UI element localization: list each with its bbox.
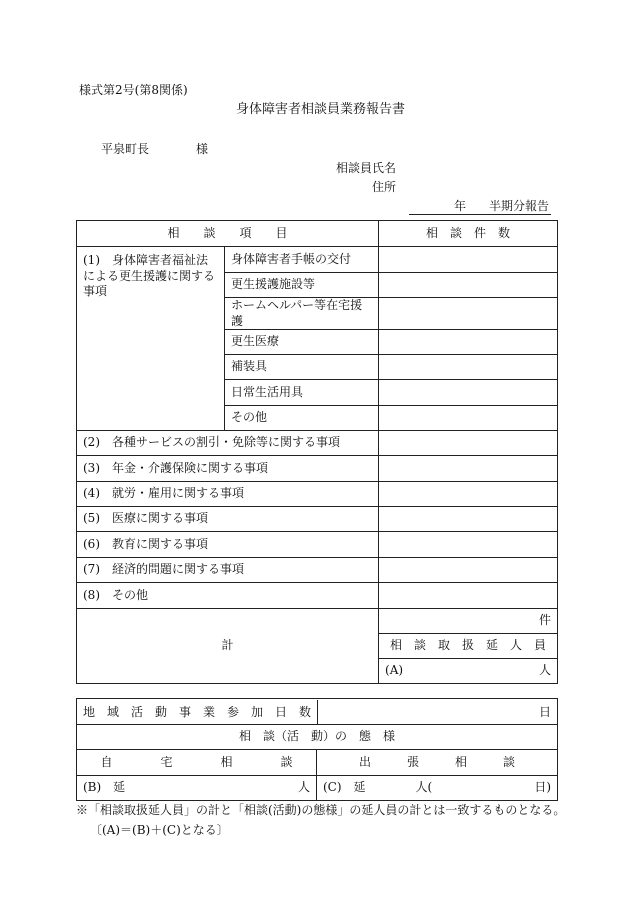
total-persons-label: 相 談 取 扱 延 人 員 <box>379 634 558 659</box>
count-cell[interactable] <box>379 380 558 406</box>
total-persons-cell[interactable] <box>379 659 558 684</box>
count-cell[interactable] <box>379 558 558 583</box>
day-unit: 日 <box>539 704 552 719</box>
addressee: 平泉町長 <box>101 142 150 156</box>
group1-sub-item: 身体障害者手帳の交付 <box>225 247 379 273</box>
count-cell[interactable] <box>379 507 558 532</box>
table-row-label: (2) 各種サービスの割引・免除等に関する事項 <box>77 431 379 456</box>
count-column-header: 相 談 件 数 <box>379 221 558 247</box>
activity-days-row <box>77 699 558 725</box>
a-person-unit: 人 <box>539 663 552 678</box>
item-column-header: 相 談 項 目 <box>77 221 379 247</box>
group1-sub-item: 更生医療 <box>225 330 379 355</box>
table-row-label: (4) 就労・雇用に関する事項 <box>77 482 379 507</box>
table-row-label: (6) 教育に関する事項 <box>77 532 379 558</box>
trip-consultation-header: 出 張 相 談 <box>317 750 558 776</box>
a-label: (A) <box>385 663 404 678</box>
group1-sub-item: ホームヘルパー等在宅援護 <box>225 298 379 330</box>
form-number: 様式第2号(第8関係) <box>79 83 188 97</box>
count-cell[interactable] <box>379 330 558 355</box>
table-row-label: (3) 年金・介護保険に関する事項 <box>77 456 379 482</box>
count-cell[interactable] <box>379 247 558 273</box>
total-label: 計 <box>77 609 379 684</box>
trip-consultation-cell[interactable] <box>317 776 558 801</box>
count-cell[interactable] <box>379 583 558 609</box>
count-cell[interactable] <box>379 406 558 431</box>
b-label: (B) 延 <box>83 780 126 795</box>
total-count-unit: 件 <box>379 609 558 634</box>
period-label: 半期分報告 <box>489 199 550 213</box>
activity-days-label: 地 域 活 動 事 業 参 加 日 数 <box>83 700 318 724</box>
table-row-label: (7) 経済的問題に関する事項 <box>77 558 379 583</box>
home-consultation-cell[interactable] <box>77 776 317 801</box>
count-cell[interactable] <box>379 532 558 558</box>
c-unit: 人( <box>415 780 433 795</box>
activity-table <box>76 698 558 801</box>
count-cell[interactable] <box>379 298 558 330</box>
c-day-unit: 日) <box>534 780 552 795</box>
consultation-table <box>76 220 558 684</box>
address-label: 住所 <box>372 180 397 194</box>
count-cell[interactable] <box>379 273 558 298</box>
count-cell[interactable] <box>379 456 558 482</box>
group1-sub-item: 日常生活用具 <box>225 380 379 406</box>
count-cell[interactable] <box>379 431 558 456</box>
home-consultation-header: 自 宅 相 談 <box>77 750 317 776</box>
table-row-label: (8) その他 <box>77 583 379 609</box>
mode-header: 相 談（活 動）の 態 様 <box>77 725 558 750</box>
count-cell[interactable] <box>379 482 558 507</box>
count-cell[interactable] <box>379 355 558 380</box>
group1-sub-item: 補装具 <box>225 355 379 380</box>
note-line-1: ※「相談取扱延人員」の計と「相談(活動)の態様」の延人員の計とは一致するものとなる。 <box>76 803 566 817</box>
c-label: (C) 延 <box>323 780 366 795</box>
group1-label: (1) 身体障害者福祉法による更生援護に関する事項 <box>77 247 225 431</box>
b-unit: 人 <box>297 780 310 795</box>
table-row-label: (5) 医療に関する事項 <box>77 507 379 532</box>
group1-sub-item: その他 <box>225 406 379 431</box>
group1-sub-item: 更生援護施設等 <box>225 273 379 298</box>
counselor-name-label: 相談員氏名 <box>336 161 397 175</box>
report-period-line <box>409 200 551 215</box>
note-line-2: 〔(A)＝(B)＋(C)となる〕 <box>90 823 229 837</box>
year-label: 年 <box>454 199 467 213</box>
honorific: 様 <box>196 142 209 156</box>
page-title: 身体障害者相談員業務報告書 <box>236 102 406 117</box>
